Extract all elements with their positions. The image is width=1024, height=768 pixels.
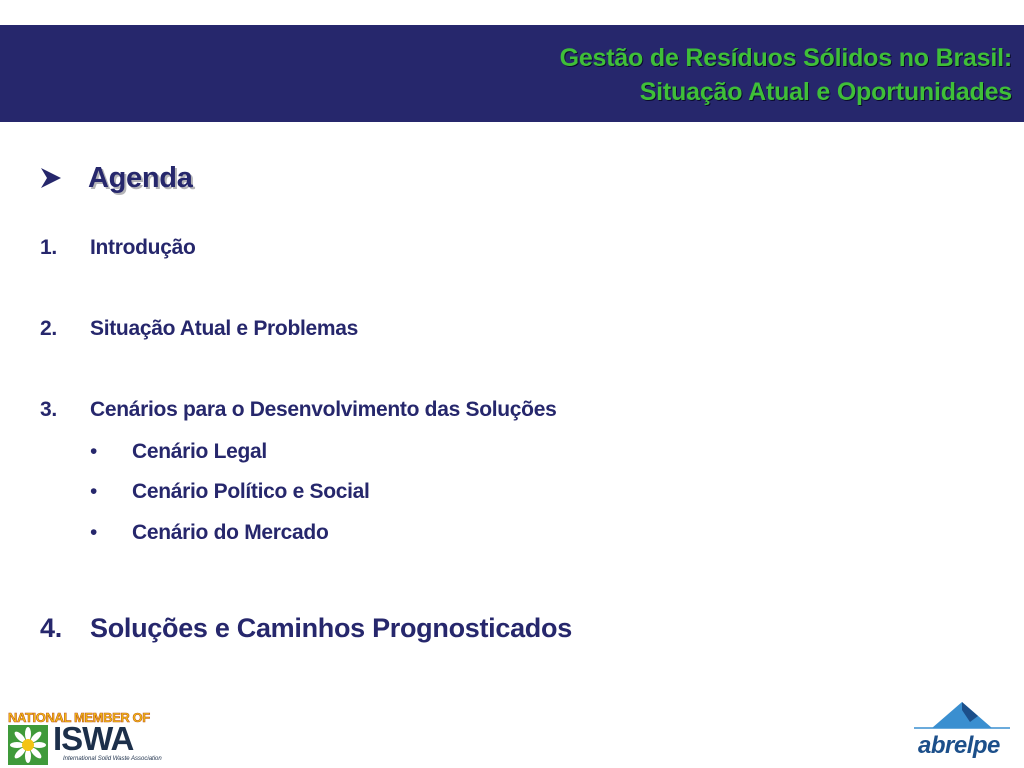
title-bar xyxy=(0,25,1024,122)
agenda-item-label: Cenários para o Desenvolvimento das Soluções xyxy=(90,398,557,421)
bullet-dot: • xyxy=(90,440,98,463)
iswa-subtitle: International Solid Waste Association xyxy=(63,756,162,762)
agenda-subitem-label: Cenário do Mercado xyxy=(132,521,329,544)
agenda-title: Agenda xyxy=(88,161,193,194)
agenda-item-label: Situação Atual e Problemas xyxy=(90,317,359,340)
agenda-heading xyxy=(40,160,193,196)
bullet-dot: • xyxy=(90,521,98,544)
mountain-icon xyxy=(912,700,1012,734)
iswa-tagline: NATIONAL MEMBER OF xyxy=(8,710,150,725)
agenda-subitem-label: Cenário Político e Social xyxy=(132,480,370,503)
bullet-dot: • xyxy=(90,480,98,503)
iswa-wordmark: ISWA xyxy=(53,720,134,757)
agenda-item-label: Soluções e Caminhos Prognosticados xyxy=(90,613,572,643)
abrelpe-wordmark: abrelpe xyxy=(918,732,1000,759)
abrelpe-logo xyxy=(912,700,1012,762)
agenda-item-number: 3. xyxy=(40,398,57,421)
slide-title-line-2: Situação Atual e Oportunidades xyxy=(639,78,1012,106)
iswa-logo xyxy=(8,710,178,766)
arrowhead-icon xyxy=(40,167,62,189)
flower-icon xyxy=(8,725,48,765)
agenda-item-number: 1. xyxy=(40,236,57,259)
agenda-subitem-label: Cenário Legal xyxy=(132,440,267,463)
agenda-item-number: 4. xyxy=(40,613,62,643)
agenda-item-label: Introdução xyxy=(90,236,196,259)
agenda-item-number: 2. xyxy=(40,317,57,340)
slide-title-line-1: Gestão de Resíduos Sólidos no Brasil: xyxy=(559,44,1012,72)
